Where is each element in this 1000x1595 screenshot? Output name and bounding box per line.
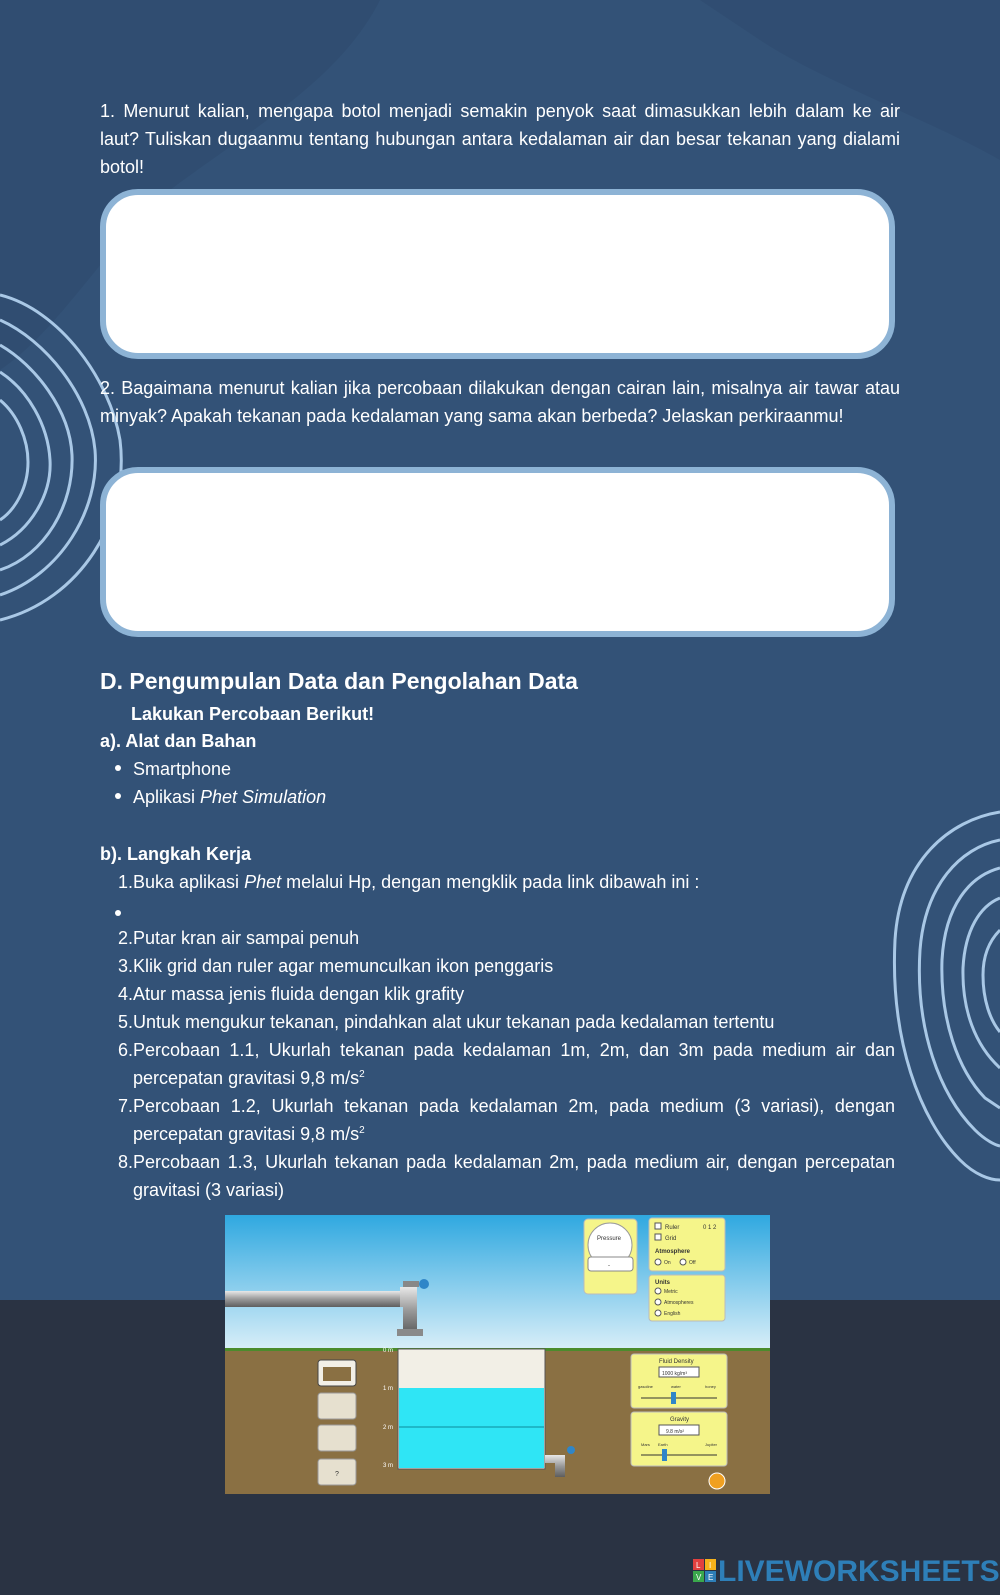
depth-label: 0 m [383, 1348, 394, 1354]
svg-text:Grid: Grid [665, 1236, 677, 1242]
svg-text:Atmosphere: Atmosphere [655, 1249, 691, 1255]
pool-option-3 [318, 1425, 356, 1451]
svg-text:Off: Off [689, 1260, 696, 1266]
svg-text:water: water [671, 1384, 681, 1389]
svg-text:Mars: Mars [641, 1442, 650, 1447]
pool-option-2 [318, 1393, 356, 1419]
section-title: D. Pengumpulan Data dan Pengolahan Data [100, 668, 578, 694]
bullet-icon [115, 765, 121, 771]
tool-item: Smartphone [115, 759, 231, 780]
instruction: Lakukan Percobaan Berikut! [131, 704, 375, 724]
answer-box-2[interactable] [100, 467, 895, 637]
pressure-label: Pressure [597, 1236, 622, 1242]
depth-label: 2 m [383, 1425, 394, 1431]
depth-label: 3 m [383, 1463, 394, 1469]
tools-heading: a). Alat dan Bahan [100, 731, 257, 751]
liveworksheets-logo[interactable]: LIVEWORKSHEETS [718, 1555, 1000, 1588]
svg-text:Units: Units [655, 1280, 670, 1286]
svg-text:Fluid Density: Fluid Density [659, 1359, 694, 1365]
svg-text:I: I [709, 1561, 712, 1570]
question-1: 1. Menurut kalian, mengapa botol menjadi semakin penyok saat dimasukkan lebih dalam ke air laut? Tuliskan dugaanmu tentang hubungan antara kedalaman air dan besar tekanan yang dialami botol! [100, 101, 900, 177]
depth-label: 1 m [383, 1386, 394, 1392]
svg-text:?: ? [335, 1471, 339, 1478]
svg-text:Ruler: Ruler [665, 1225, 680, 1231]
reset-icon [709, 1473, 725, 1489]
svg-text:L: L [696, 1561, 701, 1570]
svg-text:0 1 2: 0 1 2 [703, 1225, 717, 1231]
drain-handle-icon [567, 1446, 575, 1454]
link-placeholder[interactable] [115, 904, 133, 925]
phet-simulation-image [225, 1215, 770, 1494]
svg-text:9.8 m/s²: 9.8 m/s² [666, 1429, 685, 1435]
svg-text:1000 kg/m³: 1000 kg/m³ [662, 1371, 688, 1377]
answer-box-1[interactable] [100, 189, 895, 359]
svg-text:Gravity: Gravity [670, 1417, 690, 1423]
tool-item: Aplikasi Phet Simulation [115, 787, 326, 808]
bullet-icon [115, 910, 121, 916]
svg-text:V: V [696, 1573, 702, 1582]
pressure-value: - [608, 1263, 610, 1269]
svg-text:Metric: Metric [664, 1289, 678, 1295]
svg-text:On: On [664, 1260, 671, 1266]
svg-text:Earth: Earth [658, 1442, 668, 1447]
liveworksheets-logo-icon [693, 1559, 717, 1583]
bullet-icon [115, 793, 121, 799]
question-2: 2. Bagaimana menurut kalian jika percobaan dilakukan dengan cairan lain, misalnya air tawar atau minyak? Apakah tekanan pada kedalaman yang sama akan berbeda? Jelaskan perkiraanmu! [100, 378, 900, 426]
steps-heading: b). Langkah Kerja [100, 844, 252, 864]
svg-text:gasoline: gasoline [638, 1384, 653, 1389]
svg-text:Jupiter: Jupiter [705, 1442, 718, 1447]
svg-text:Atmospheres: Atmospheres [664, 1300, 694, 1306]
faucet-handle-icon [419, 1279, 429, 1289]
svg-text:honey: honey [705, 1384, 716, 1389]
svg-text:E: E [708, 1573, 714, 1582]
svg-text:English: English [664, 1311, 681, 1317]
